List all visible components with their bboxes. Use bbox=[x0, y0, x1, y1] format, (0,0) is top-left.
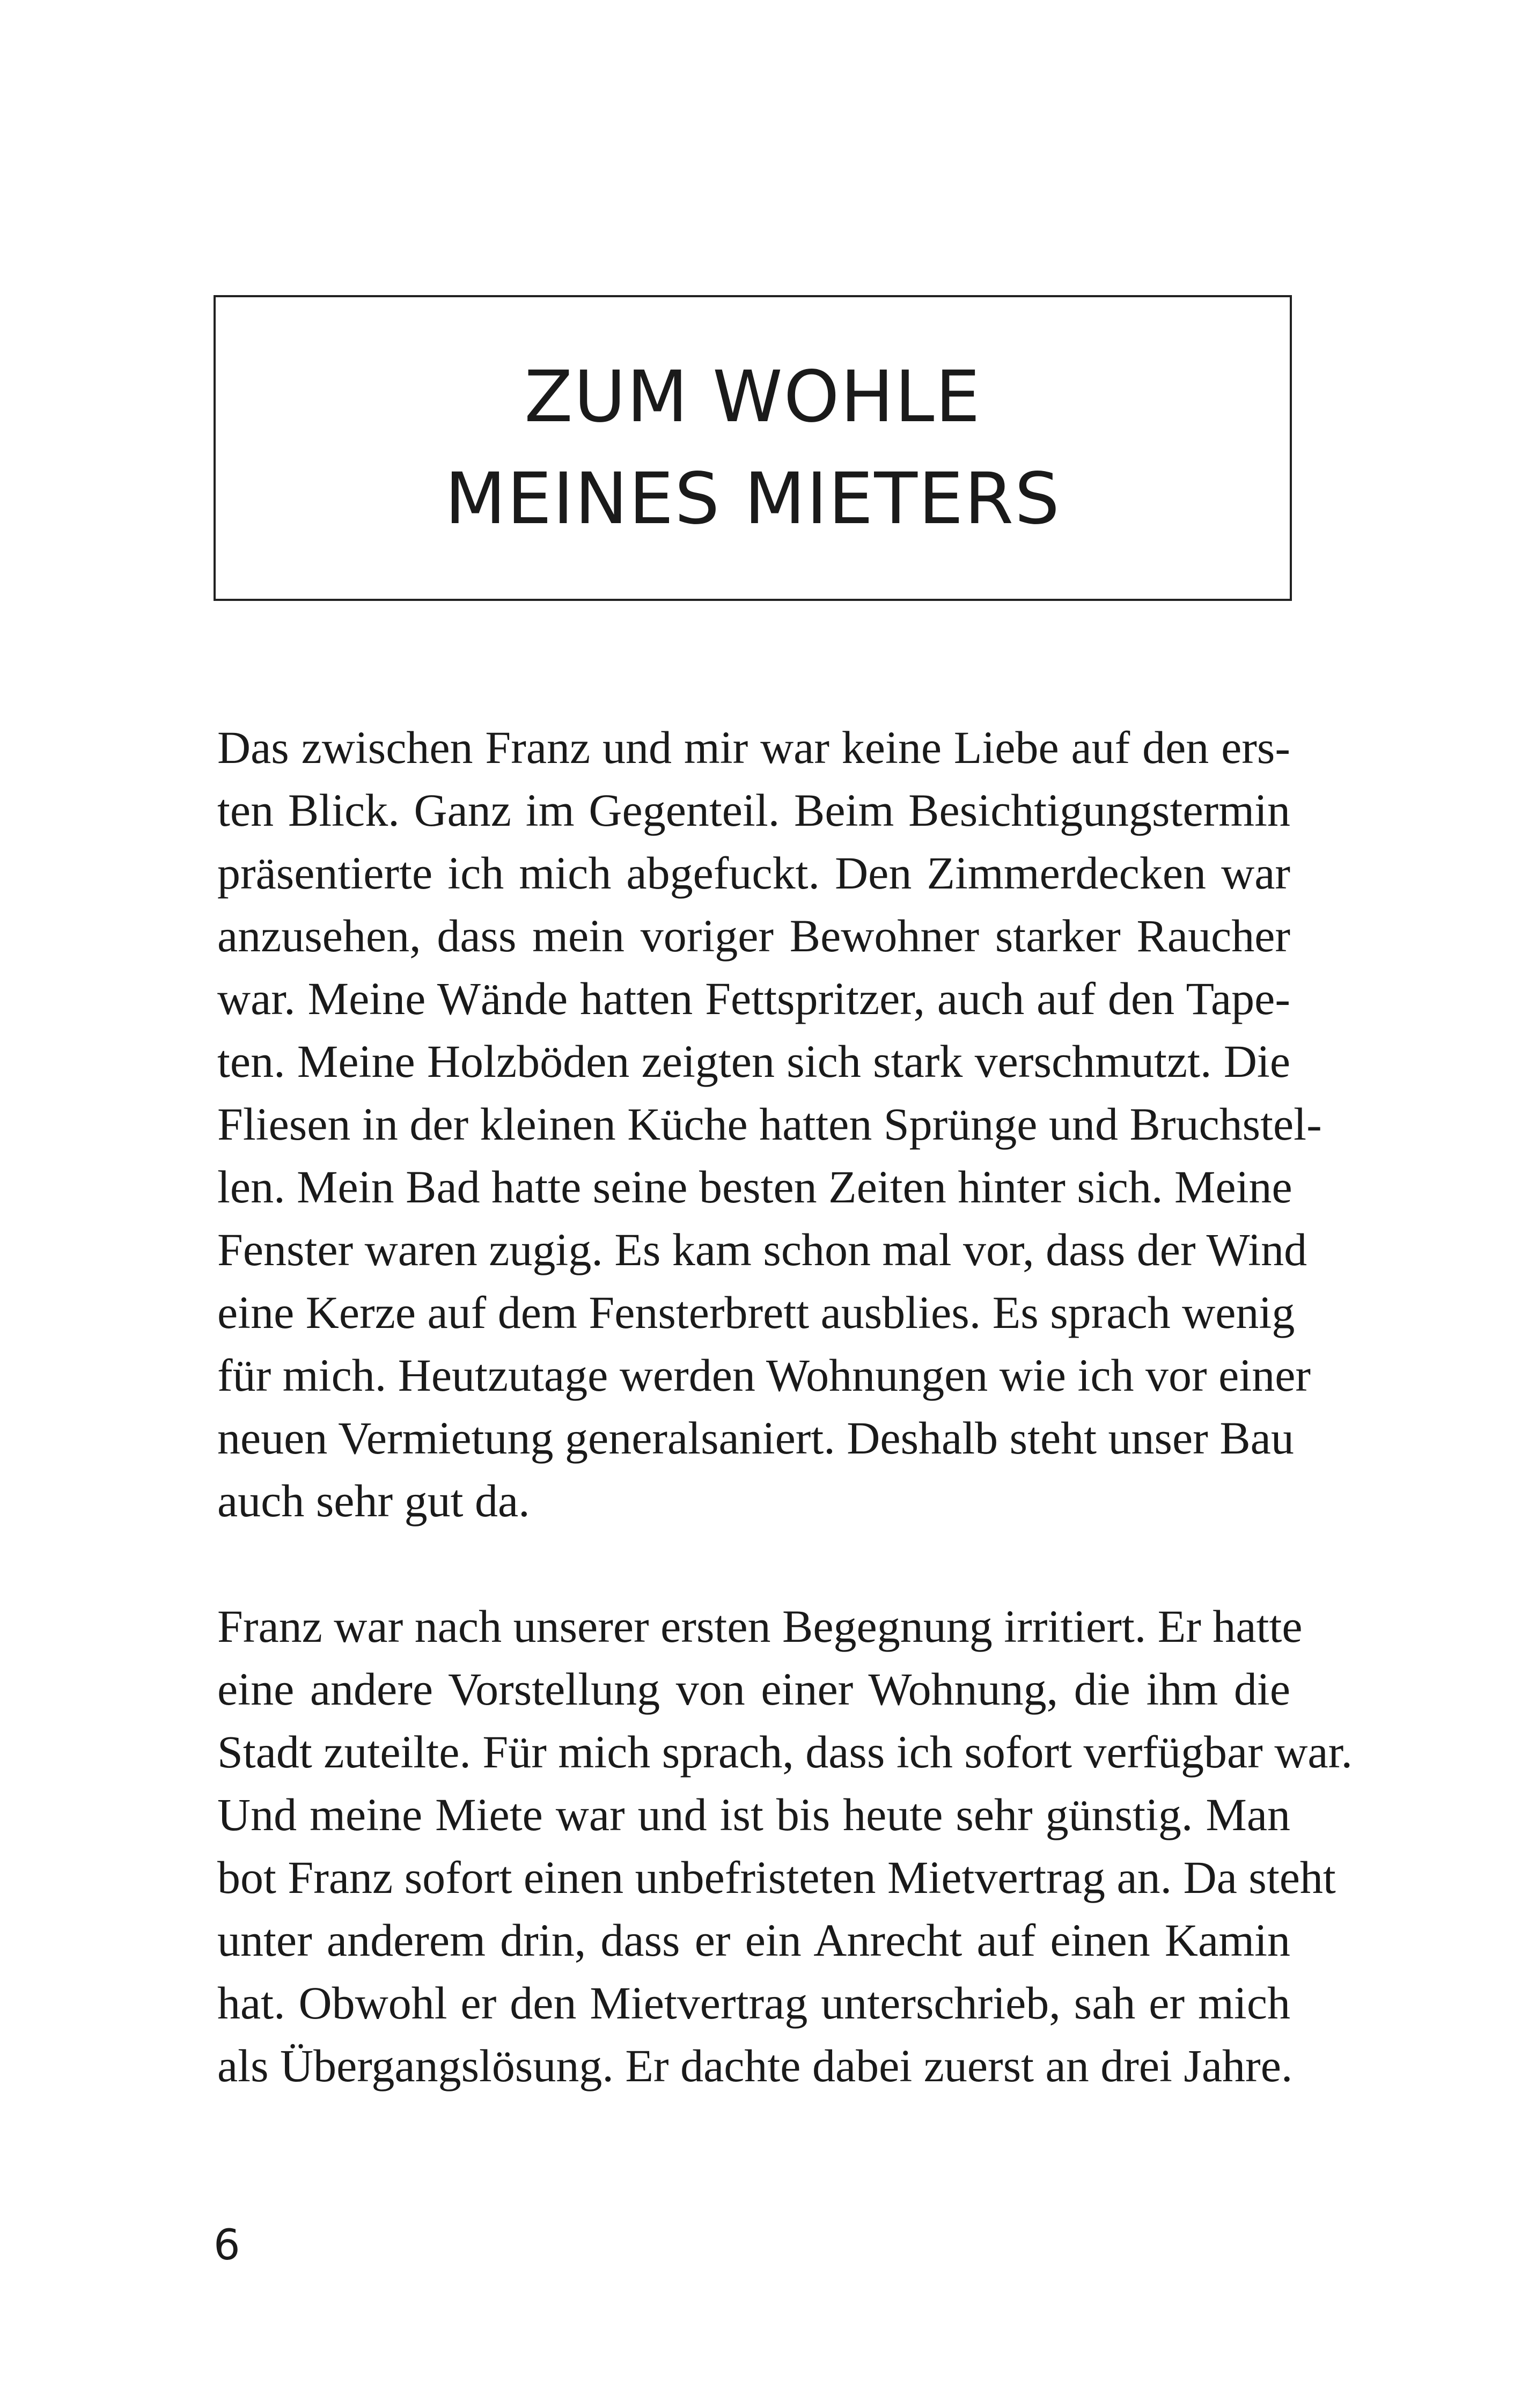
text-line: Und meine Miete war und ist bis heute sehr günstig. Man bbox=[217, 1789, 1290, 1840]
text-line: neuen Vermietung generalsaniert. Deshalb steht unser Bau bbox=[217, 1412, 1294, 1464]
text-line: ten Blick. Ganz im Gegenteil. Beim Besichtigungstermin bbox=[217, 784, 1290, 836]
text-line: anzusehen, dass mein voriger Bewohner starker Raucher bbox=[217, 910, 1290, 961]
text-line: ten. Meine Holzböden zeigten sich stark verschmutzt. Die bbox=[217, 1036, 1290, 1087]
text-line: Fenster waren zugig. Es kam schon mal vor, dass der Wind bbox=[217, 1224, 1307, 1275]
text-line: als Übergangslösung. Er dachte dabei zuerst an drei Jahre. bbox=[217, 2040, 1293, 2091]
text-line: Franz war nach unserer ersten Begegnung irritiert. Er hatte bbox=[217, 1601, 1303, 1652]
chapter-title-line-2: MEINES MIETERS bbox=[445, 458, 1061, 540]
text-line: Das zwischen Franz und mir war keine Liebe auf den ers- bbox=[217, 722, 1290, 773]
page-number: 6 bbox=[214, 2221, 240, 2270]
text-line: unter anderem drin, dass er ein Anrecht auf einen Kamin bbox=[217, 1914, 1290, 1966]
text-line: Stadt zuteilte. Für mich sprach, dass ich sofort verfügbar war. bbox=[217, 1726, 1353, 1778]
chapter-title-box bbox=[214, 295, 1292, 601]
text-line: hat. Obwohl er den Mietvertrag unterschrieb, sah er mich bbox=[217, 1977, 1290, 2029]
text-line: eine andere Vorstellung von einer Wohnung, die ihm die bbox=[217, 1663, 1290, 1715]
text-line: eine Kerze auf dem Fensterbrett ausblies. Es sprach wenig bbox=[217, 1287, 1295, 1338]
text-line: bot Franz sofort einen unbefristeten Mietvertrag an. Da steht bbox=[217, 1852, 1336, 1903]
text-line: auch sehr gut da. bbox=[217, 1475, 530, 1526]
text-line: Fliesen in der kleinen Küche hatten Sprünge und Bruchstel- bbox=[217, 1098, 1322, 1150]
text-line: für mich. Heutzutage werden Wohnungen wie ich vor einer bbox=[217, 1349, 1311, 1401]
paragraph-1 bbox=[217, 716, 1322, 1532]
text-line: len. Mein Bad hatte seine besten Zeiten hinter sich. Meine bbox=[217, 1161, 1292, 1213]
body-text bbox=[217, 716, 1353, 2097]
paragraph-2 bbox=[217, 1595, 1353, 2097]
text-line: war. Meine Wände hatten Fettspritzer, auch auf den Tape- bbox=[217, 973, 1290, 1024]
text-line: präsentierte ich mich abgefuckt. Den Zimmerdecken war bbox=[217, 847, 1290, 899]
paragraph-gap bbox=[217, 1532, 1290, 1595]
chapter-title-line-1: ZUM WOHLE bbox=[524, 356, 981, 438]
